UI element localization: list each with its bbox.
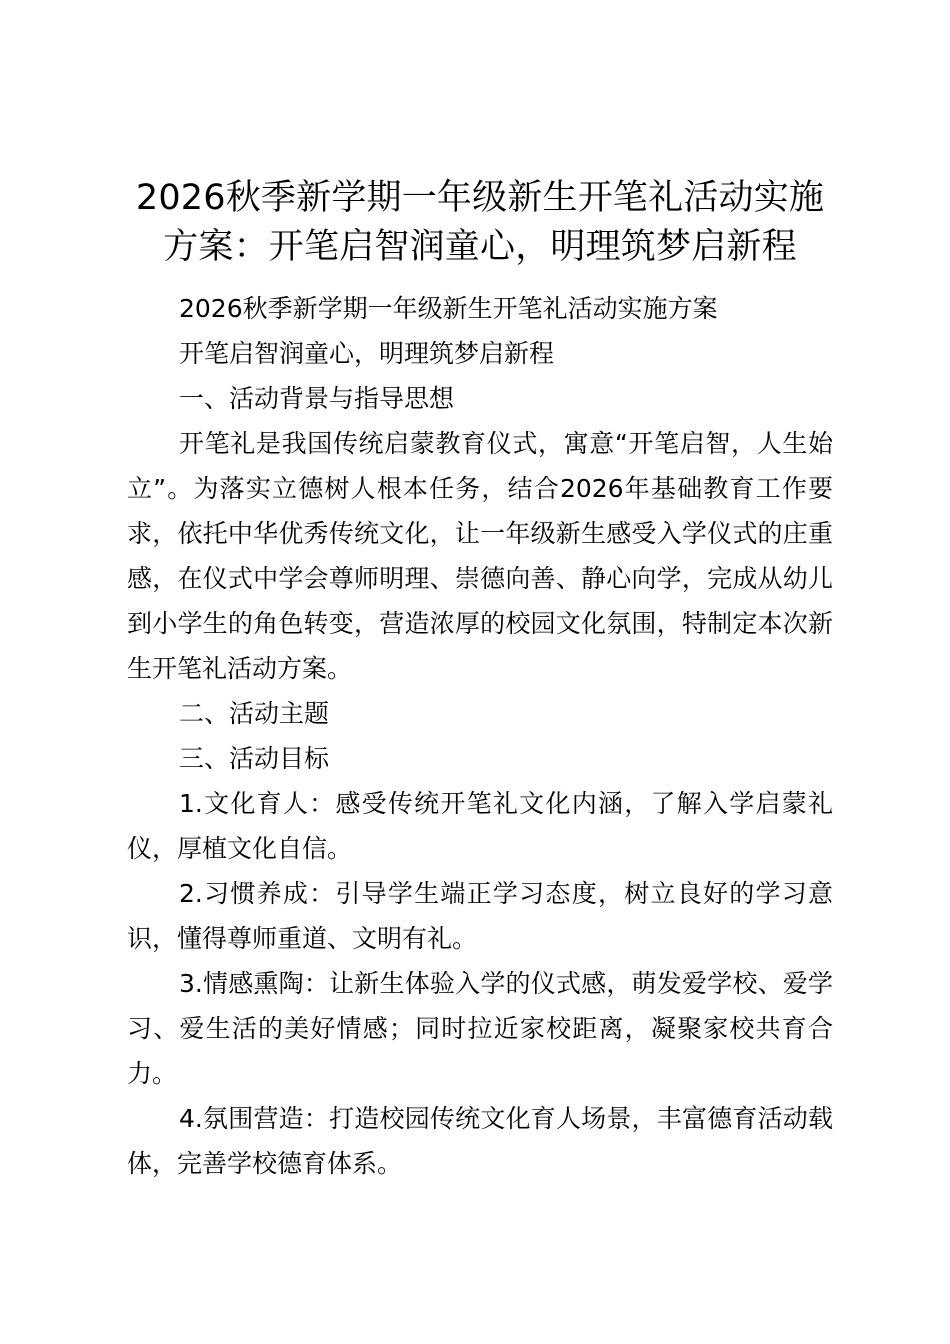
- document-title: [127, 174, 833, 272]
- goal-item-1: 1.文化育人：感受传统开笔礼文化内涵，了解入学启蒙礼仪，厚植文化自信。: [127, 789, 833, 863]
- section-heading-goals: 三、活动目标: [179, 744, 330, 773]
- document-page: [127, 174, 833, 1186]
- subtitle-theme: 开笔启智润童心，明理筑梦启新程: [179, 339, 555, 368]
- goal-item-3: 3.情感熏陶：让新生体验入学的仪式感，萌发爱学校、爱学习、爱生活的美好情感；同时拉近家校距离，凝聚家校共育合力。: [127, 969, 833, 1088]
- section-heading-background: 一、活动背景与指导思想: [179, 384, 455, 413]
- title-line-1: 2026秋季新学期一年级新生开笔礼活动实施: [135, 178, 825, 218]
- subtitle-plan-name: 2026秋季新学期一年级新生开笔礼活动实施方案: [179, 294, 718, 323]
- paragraph-background: 开笔礼是我国传统启蒙教育仪式，寓意“开笔启智，人生始立”。为落实立德树人根本任务，结合2026年基础教育工作要求，依托中华优秀传统文化，让一年级新生感受入学仪式的庄重感，在仪式中学会尊师明理、崇德向善、静心向学，完成从幼儿到小学生的角色转变，营造浓厚的校园文化氛围，特制定本次新生开笔礼活动方案。: [127, 429, 833, 683]
- section-heading-theme: 二、活动主题: [179, 699, 330, 728]
- goal-item-2: 2.习惯养成：引导学生端正学习态度，树立良好的学习意识，懂得尊师重道、文明有礼。: [127, 879, 833, 953]
- document-body: [127, 286, 833, 1186]
- title-line-2: 方案：开笔启智润童心，明理筑梦启新程: [163, 227, 797, 267]
- goal-item-4: 4.氛围营造：打造校园传统文化育人场景，丰富德育活动载体，完善学校德育体系。: [127, 1104, 833, 1178]
